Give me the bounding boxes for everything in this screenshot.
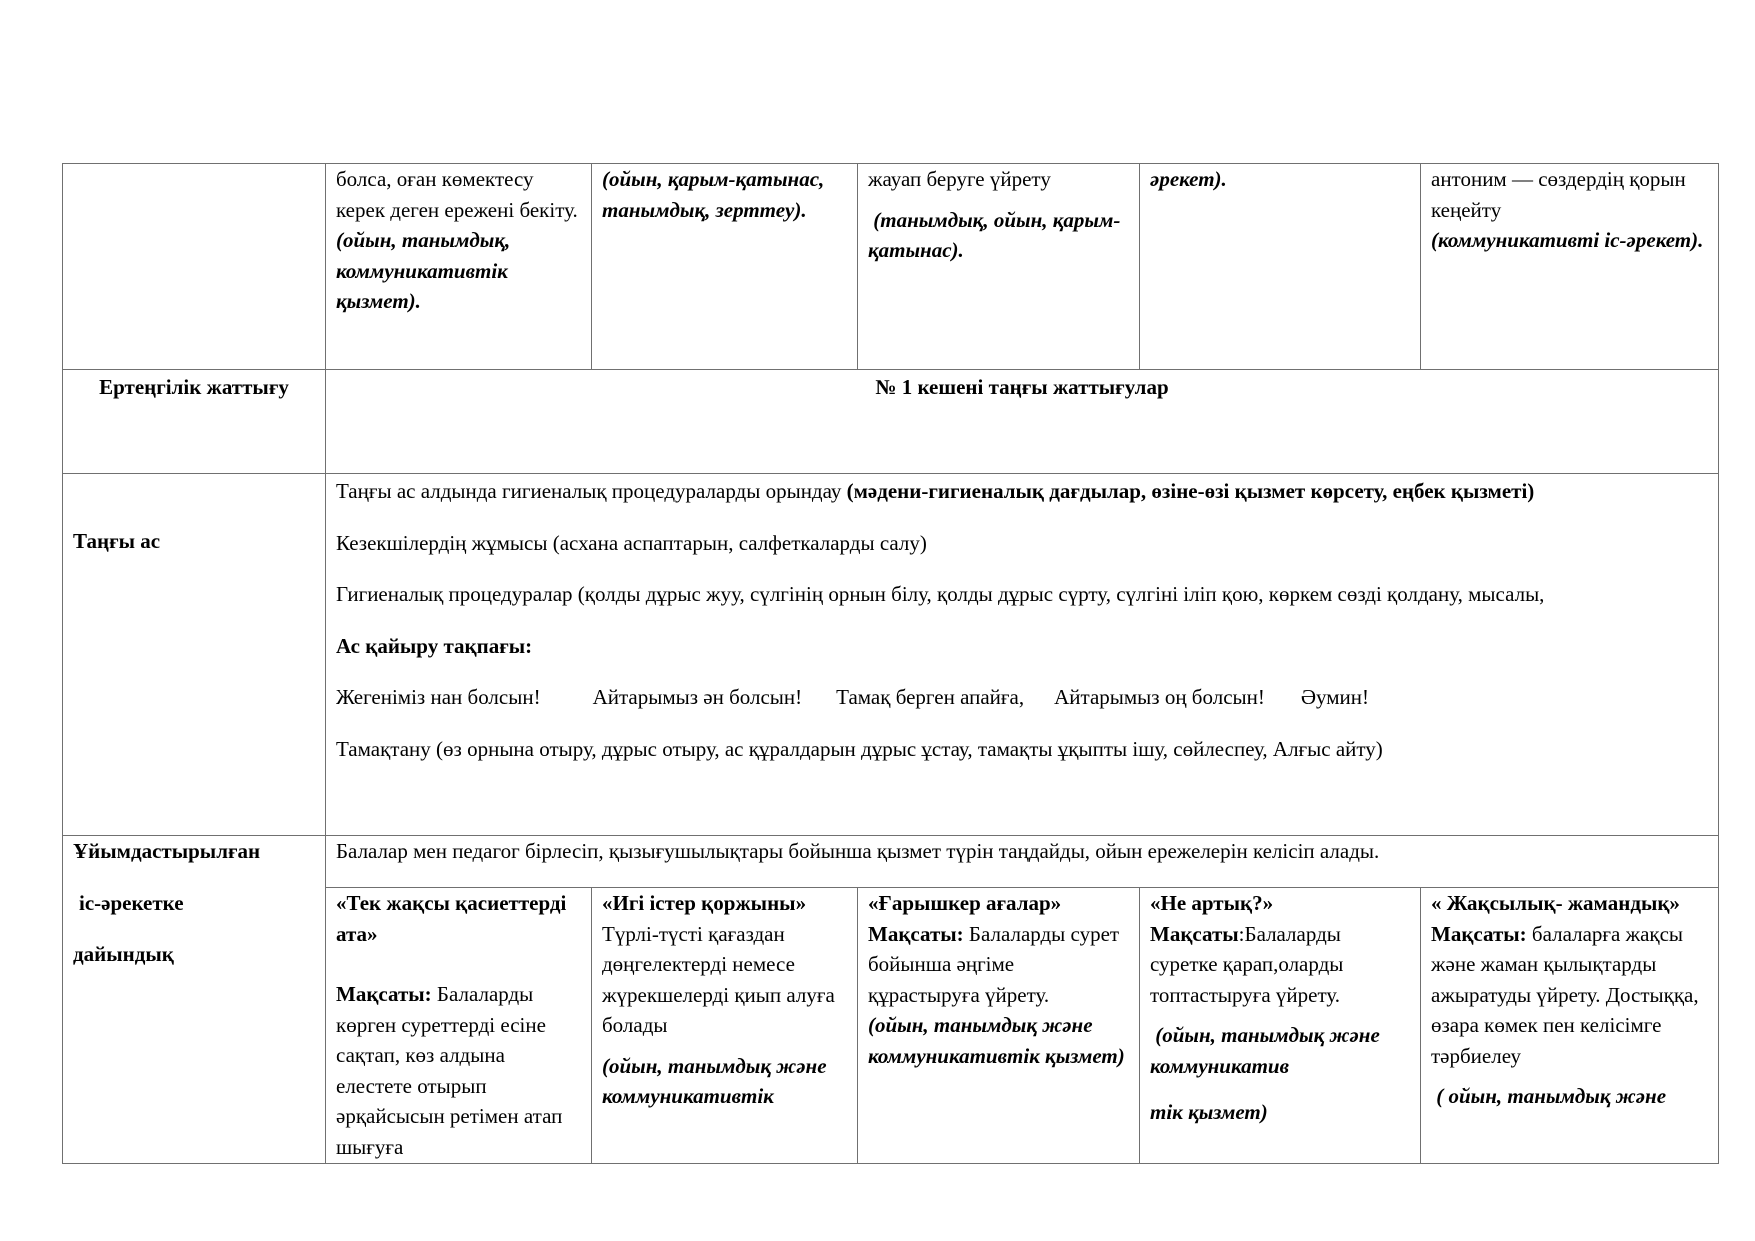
- activity-type: (танымдық, ойын, қарым-қатынас).: [868, 207, 1121, 262]
- game-cell-3: «Ғарышкер ағалар» Мақсаты: Балаларды сурет бойынша әңгіме құрастыруға үйрету. (ойын, танымдық және коммуникативтік қызмет): [858, 888, 1140, 1164]
- game-goal: Түрлі-түсті қағаздан дөңгелектерді немесе жүрекшелерді қиып алуға болады: [602, 921, 835, 1037]
- cell-row1-col2: [326, 164, 592, 370]
- intro-text: Балалар мен педагог бірлесіп, қызығушылықтары бойынша қызмет түрін таңдайды, ойын ережелерін келісіп алады.: [336, 839, 1380, 863]
- row-label-exercise: [63, 370, 326, 474]
- cell-row1-col4: [858, 164, 1140, 370]
- cell-breakfast: [326, 474, 1719, 836]
- poem-line: Жегеніміз нан болсын! Айтарымыз ән болсын! Тамақ берген апайға, Айтарымыз оң болсын! Әумин!: [336, 685, 1370, 709]
- row-label-breakfast: [63, 474, 326, 836]
- cell-row1-col3: [592, 164, 858, 370]
- table-row: [63, 836, 1719, 888]
- exercise-title: № 1 кешені таңғы жаттығулар: [875, 375, 1169, 399]
- game-goal: Балаларды көрген суреттерді есіне сақтап, көз алдына елестете отырып әрқайсысын ретімен атап шығуға: [336, 982, 563, 1159]
- row-label-empty: [63, 164, 326, 370]
- poem-title: Ас қайыру тақпағы:: [336, 633, 533, 658]
- cell-organized-intro: [326, 836, 1719, 888]
- game-cell-5: « Жақсылық- жамандық» Мақсаты: балаларға жақсы және жаман қылықтарды ажыратуды үйрету. Достыққа, өзара көмек пен келісімге тәрбиелеу ( ойын, танымдық және: [1421, 888, 1719, 1164]
- cell-row1-col5: [1140, 164, 1421, 370]
- breakfast-line-1: Таңғы ас алдында гигиеналық процедураларды орындау (мәдени-гигиеналық дағдылар, өзіне-өзі қызмет көрсету, еңбек қызметі): [336, 479, 1535, 503]
- cell-text: болса, оған көмектесу керек деген ережені бекіту.: [336, 167, 578, 222]
- activity-type: (коммуникативті іс-әрекет).: [1431, 228, 1704, 252]
- activity-type: (ойын, танымдық және коммуникативтік: [602, 1053, 827, 1108]
- row-label: дайындық: [73, 942, 174, 966]
- game-cell-2: [592, 888, 858, 1164]
- activity-type: (ойын, танымдық және коммуникативтік қызмет): [868, 1013, 1125, 1068]
- game-goal: :Балаларды суретке қарап,оларды топтастыруға үйрету.: [1150, 921, 1344, 1007]
- table-row: [63, 474, 1719, 836]
- activity-type: тік қызмет): [1150, 1100, 1268, 1124]
- activity-type: ( ойын, танымдық және: [1431, 1084, 1667, 1108]
- row-label-organized: [63, 836, 326, 1164]
- plan-table: [62, 163, 1719, 1164]
- game-title: «Ғарышкер ағалар»: [868, 891, 1062, 915]
- table-row: [63, 370, 1719, 474]
- cell-text: жауап беруге үйрету: [868, 167, 1051, 191]
- row-label: Ертеңгілік жаттығу: [99, 375, 289, 399]
- breakfast-line-6: Тамақтану (өз орнына отыру, дұрыс отыру, ас құралдарын дұрыс ұстау, тамақты ұқыпты ішу, сөйлеспеу, Алғыс айту): [336, 736, 1383, 761]
- table-row: [63, 164, 1719, 370]
- breakfast-line-3: Гигиеналық процедуралар (қолды дұрыс жуу, сүлгінің орнын білу, қолды дұрыс сүрту, сүлгіні іліп қою, көркем сөзді қолдану, мысалы,: [336, 582, 1545, 606]
- game-title: « Жақсылық- жамандық»: [1431, 891, 1680, 915]
- game-title: «Не артық?»: [1150, 891, 1274, 915]
- breakfast-line-2: Кезекшілердің жұмысы (асхана аспаптарын, салфеткаларды салу): [336, 530, 927, 555]
- activity-type: (ойын, қарым-қатынас, танымдық, зерттеу).: [602, 167, 825, 222]
- game-title: «Игі істер қоржыны»: [602, 891, 807, 915]
- game-goal: Балаларды сурет бойынша әңгіме құрастыруға үйрету.: [868, 921, 1120, 1007]
- activity-type: (ойын, танымдық және коммуникатив: [1150, 1023, 1386, 1078]
- activity-type: (ойын, танымдық, коммуникативтік қызмет).: [336, 228, 511, 313]
- game-cell-4: «Не артық?» Мақсаты:Балаларды суретке қарап,оларды топтастыруға үйрету. (ойын, танымдық және коммуникатив тік қызмет): [1140, 888, 1421, 1164]
- game-title: «Тек жақсы қасиеттерді ата»: [336, 891, 567, 946]
- row-label: Ұйымдастырылған: [73, 839, 261, 863]
- cell-exercise: [326, 370, 1719, 474]
- row-label: іс-әрекетке: [79, 890, 184, 915]
- cell-row1-col6: [1421, 164, 1719, 370]
- game-goal: балаларға жақсы және жаман қылықтарды ажыратуды үйрету. Достыққа, өзара көмек пен келісімге тәрбиелеу: [1431, 921, 1699, 1068]
- row-label: Таңғы ас: [73, 529, 161, 553]
- game-cell-1: «Тек жақсы қасиеттерді ата» Мақсаты: Балаларды көрген суреттерді есіне сақтап, көз алдына елестете отырып әрқайсысын ретімен атап шығуға: [326, 888, 592, 1164]
- cell-text: антоним — сөздердің қорын кеңейту: [1431, 167, 1686, 222]
- activity-type: әрекет).: [1150, 167, 1227, 191]
